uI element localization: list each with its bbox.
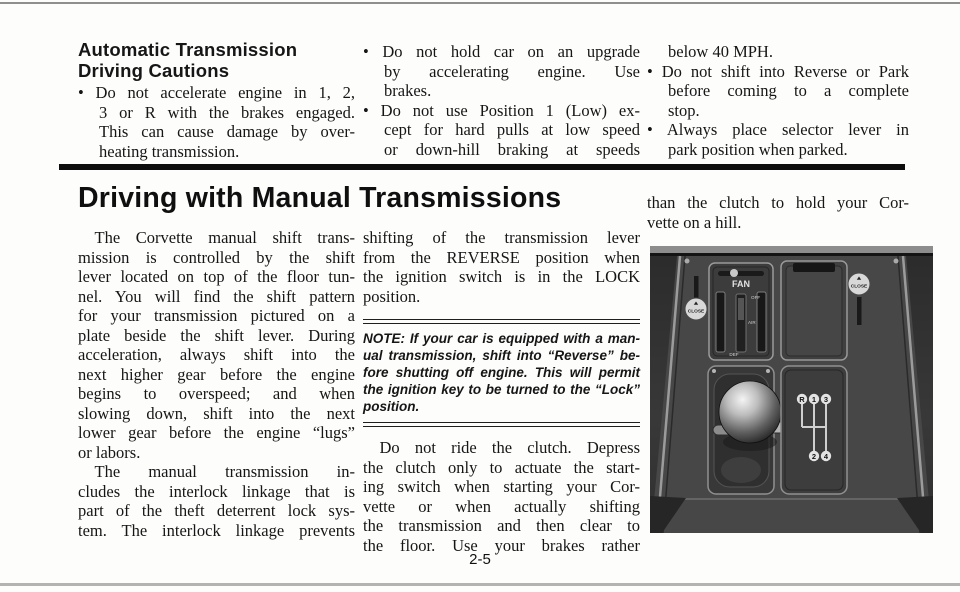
pattern-third-label: 3 (823, 394, 829, 404)
console-photo-svg (650, 246, 933, 533)
body-col3-text: than the clutch to hold your Cor- vette on a hill. (647, 193, 909, 232)
cautions-heading-line1: Automatic Transmission (78, 39, 298, 60)
note-text: NOTE: If your car is equipped with a man- ual transmission, shift into “Reverse” be- fore shutting off engine. This will permit the ignition key to be turned to the “Lock” position. (363, 331, 640, 414)
cautions-col3-text: below 40 MPH. • Do not shift into Reverse or Park before coming to a complete stop. • Always place selector lever in park position when parked. (647, 42, 909, 159)
console-screw-left (685, 259, 690, 264)
page-number: 2-5 (469, 551, 491, 568)
fan-air-label: AIR (748, 320, 756, 325)
body-column-2 (363, 228, 640, 555)
note-block (363, 319, 640, 427)
heater-slider-left (716, 292, 725, 352)
section-divider-rule (59, 164, 905, 170)
close-left-label: CLOSE (687, 309, 705, 315)
close-right-label: CLOSE (850, 284, 868, 290)
cautions-heading (78, 40, 355, 81)
body-col2-top-text: shifting of the transmission lever from the REVERSE position when the ignition switch is in the LOCK position. (363, 228, 640, 306)
dash-edge (650, 246, 933, 253)
fan-label: FAN (732, 279, 750, 289)
body-col2-bottom-text: Do not ride the clutch. Depress the clutch only to actuate the start- ing switch when starting your Cor- vette or when actually shifting the transmission and then clear to the floor. Use your brakes rather (363, 438, 640, 555)
fan-def-label: DEF (729, 352, 739, 357)
body-column-1 (78, 228, 355, 540)
cautions-column-3 (647, 42, 909, 159)
pattern-second-label: 2 (811, 451, 817, 461)
scan-edge-top (0, 2, 960, 4)
cautions-col2-text: • Do not hold car on an upgrade by accelerating engine. Use brakes. • Do not use Position 1 (Low) ex- cept for hard pulls at low speed or down-hill braking at speeds (363, 42, 640, 159)
fan-lever-slot (718, 271, 764, 276)
pattern-fourth-label: 4 (823, 451, 829, 461)
scan-edge-bottom (0, 583, 960, 586)
fan-control-panel (709, 263, 773, 360)
pattern-reverse-label: R (799, 394, 805, 404)
console-photo (650, 246, 933, 533)
pattern-first-label: 1 (811, 394, 817, 404)
cautions-heading-line2: Driving Cautions (78, 59, 230, 81)
console-screw-right (894, 259, 899, 264)
heater-slider-center-lever (738, 298, 744, 320)
cautions-col1-text: • Do not accelerate engine in 1, 2, 3 or R with the brakes engaged. This can cause damage by over- heating transmission. (78, 83, 355, 161)
console-top-right-panel (781, 261, 847, 360)
section-title: Driving with Manual Transmissions (78, 182, 562, 214)
shift-ball-knob (719, 381, 781, 443)
cautions-column-1 (78, 40, 355, 161)
dash-shadow (650, 253, 933, 256)
body-col1-text: The Corvette manual shift trans- mission is controlled by the shift lever located on top of the floor tun- nel. You will find the shift pattern for your transmission pictured on a plate beside the shift lever. During acceleration, always shift into the next higher gear before the engine begins to overspeed; and when slowing down, shift into the next lower gear before the engine “lugs” or labors. The manual transmission in- cludes the interlock linkage that is part of the theft deterrent lock sys- tem. The interlock linkage prevents (78, 228, 355, 540)
fan-off-label: OFF (751, 295, 761, 300)
cautions-column-2 (363, 42, 640, 159)
panel-slot (793, 263, 835, 272)
body-column-3 (647, 193, 909, 232)
heater-slider-right (757, 292, 766, 352)
note-rule-bottom (363, 422, 640, 427)
shift-pattern-plate (781, 366, 847, 494)
fan-lever-knob (730, 269, 738, 277)
